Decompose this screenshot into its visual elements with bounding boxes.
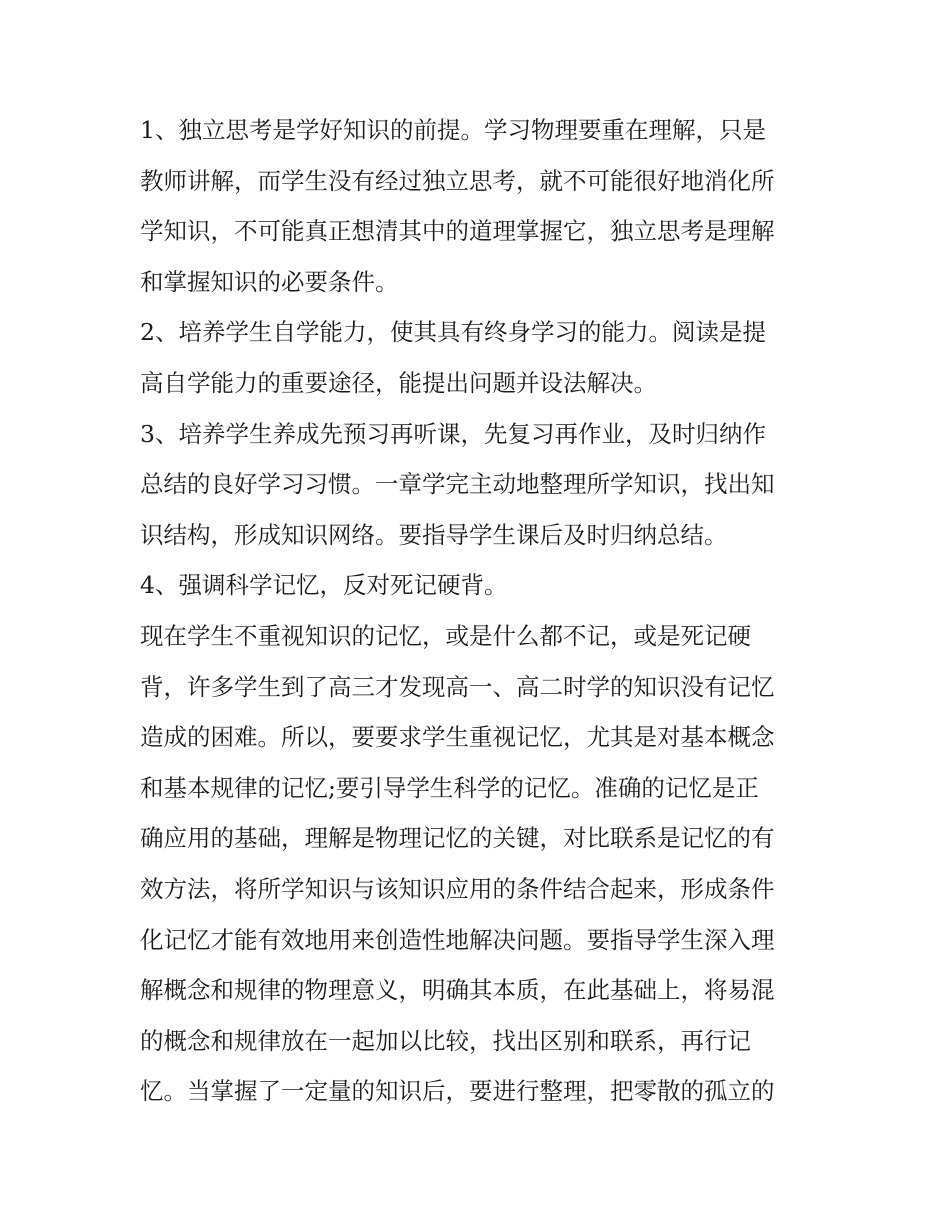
text-line: 现在学生不重视知识的记忆，或是什么都不记，或是死记硬	[140, 621, 751, 650]
text-line: 背，许多学生到了高三才发现高一、高二时学的知识没有记忆	[140, 672, 775, 701]
text-line: 总结的良好学习习惯。一章学完主动地整理所学知识，找出知	[140, 470, 775, 499]
text-line: 学知识，不可能真正想清其中的道理掌握它，独立思考是理解	[140, 217, 775, 246]
text-line: 效方法，将所学知识与该知识应用的条件结合起来，形成条件	[140, 874, 775, 903]
text-line: 确应用的基础，理解是物理记忆的关键，对比联系是记忆的有	[140, 824, 775, 853]
text-line: 化记忆才能有效地用来创造性地解决问题。要指导学生深入理	[140, 925, 775, 954]
text-line: 3、培养学生养成先预习再听课，先复习再作业，及时归纳作	[140, 419, 766, 448]
text-line: 和基本规律的记忆;要引导学生科学的记忆。准确的记忆是正	[140, 773, 759, 802]
text-line: 和掌握知识的必要条件。	[140, 267, 399, 296]
text-line: 忆。当掌握了一定量的知识后，要进行整理，把零散的孤立的	[140, 1077, 775, 1106]
document-page	[140, 105, 830, 1117]
text-line: 教师讲解，而学生没有经过独立思考，就不可能很好地消化所	[140, 166, 775, 195]
text-line: 识结构，形成知识网络。要指导学生课后及时归纳总结。	[140, 520, 728, 549]
text-line: 的概念和规律放在一起加以比较，找出区别和联系，再行记	[140, 1026, 751, 1055]
text-line: 1、独立思考是学好知识的前提。学习物理要重在理解，只是	[140, 116, 766, 144]
text-line: 4、强调科学记忆，反对死记硬背。	[140, 571, 508, 600]
text-line: 解概念和规律的物理意义，明确其本质，在此基础上，将易混	[140, 976, 775, 1005]
text-line: 2、培养学生自学能力，使其具有终身学习的能力。阅读是提	[140, 318, 766, 347]
text-line: 造成的困难。所以，要要求学生重视记忆，尤其是对基本概念	[140, 723, 775, 752]
text-line: 高自学能力的重要途径，能提出问题并设法解决。	[140, 368, 657, 397]
